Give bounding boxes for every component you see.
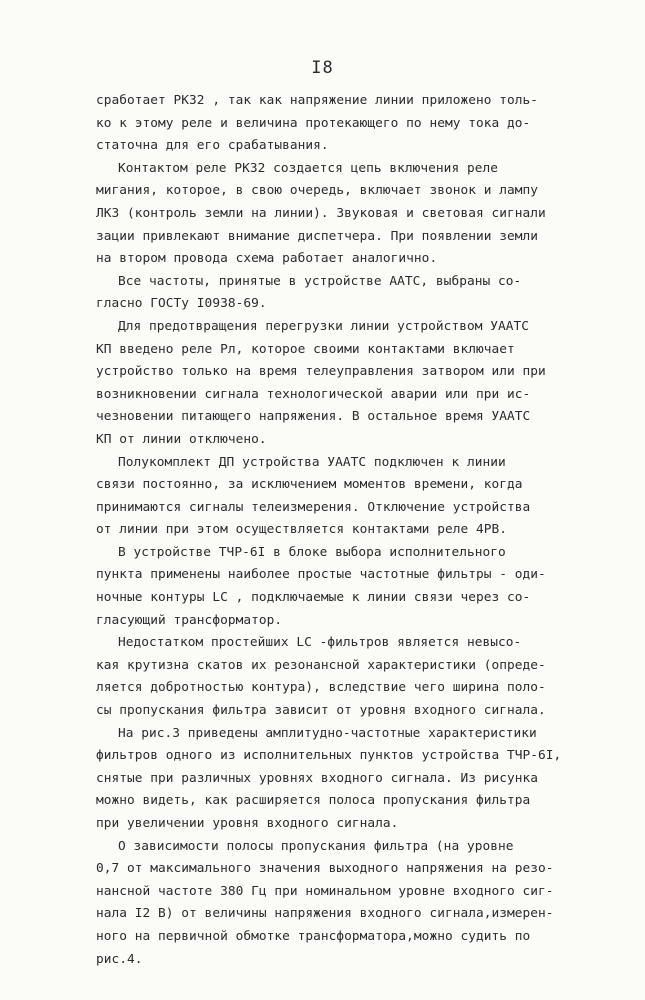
text-line: пункта применены наиболее простые частотные фильтры - оди- bbox=[96, 567, 546, 583]
text-line: статочна для его срабатывания. bbox=[96, 138, 329, 154]
text-line: КП введено реле Рл, которое своими контактами включает bbox=[96, 341, 515, 357]
text-line: возникновении сигнала технологической аварии или при ис- bbox=[96, 386, 531, 402]
page-number: I8 bbox=[311, 58, 334, 78]
text-line: кая крутизна скатов их резонансной характеристики (опреде- bbox=[96, 657, 546, 673]
body-text bbox=[96, 90, 606, 971]
text-line: зации привлекают внимание диспетчера. При появлении земли bbox=[96, 228, 538, 244]
text-line: фильтров одного из исполнительных пунктов устройства ТЧР-6I, bbox=[96, 748, 562, 764]
text-line: ЛКЗ (контроль земли на линии). Звуковая и световая сигнали bbox=[96, 205, 546, 221]
text-line: рис.4. bbox=[96, 951, 143, 967]
text-line: На рис.3 приведены амплитудно-частотные характеристики bbox=[118, 725, 537, 741]
text-line: Все частоты, принятые в устройстве ААТС, выбраны со- bbox=[118, 273, 522, 289]
text-line: сработает РК32 , так как напряжение линии приложено толь- bbox=[96, 93, 538, 108]
text-line: Недостатком простейших LC -фильтров является невысо- bbox=[118, 635, 522, 651]
text-line: ночные контуры LC , подключаемые к линии связи через со- bbox=[96, 590, 531, 606]
text-line: О зависимости полосы пропускания фильтра (на уровне bbox=[118, 838, 514, 854]
text-line: Для предотвращения перегрузки линии устройством УААТС bbox=[118, 318, 529, 334]
text-line: нансной частоте 380 Гц при номинальном уровне входного сиг- bbox=[96, 883, 554, 899]
text-line: связи постоянно, за исключением моментов времени, когда bbox=[96, 477, 523, 493]
text-line: гласующий трансформатор. bbox=[96, 612, 283, 628]
text-line: Контактом реле РК32 создается цепь включения реле bbox=[118, 160, 498, 176]
text-line: ко к этому реле и величина протекающего по нему тока до- bbox=[96, 115, 531, 131]
text-line: устройство только на время телеуправления затвором или при bbox=[96, 364, 546, 380]
text-line: можно видеть, как расширяется полоса пропускания фильтра bbox=[96, 793, 531, 809]
text-line: при увеличении уровня входного сигнала. bbox=[96, 816, 399, 831]
text-line: ного на первичной обмотке трансформатора,можно судить по bbox=[96, 928, 531, 944]
text-line: В устройстве ТЧР-6I в блоке выбора исполнительного bbox=[118, 544, 506, 560]
text-line: нала I2 В) от величины напряжения входного сигнала,измерен- bbox=[96, 906, 554, 922]
text-line: 0,7 от максимального значения выходного напряжения на резо- bbox=[96, 861, 554, 877]
text-line: Полукомплект ДП устройства УААТС подключен к линии bbox=[118, 454, 506, 470]
text-line: принимаются сигналы телеизмерения. Отключение устройства bbox=[96, 499, 531, 515]
text-line: гласно ГОСТу I0938-69. bbox=[96, 296, 267, 312]
text-line: снятые при различных уровнях входного сигнала. Из рисунка bbox=[96, 770, 538, 786]
text-line: чезновении питающего напряжения. В остальное время УААТС bbox=[96, 409, 531, 425]
text-line: КП от линии отключено. bbox=[96, 431, 267, 447]
text-line: ляется добротностью контура), вследствие чего ширина поло- bbox=[96, 680, 546, 696]
text-line: сы пропускания фильтра зависит от уровня входного сигнала. bbox=[96, 703, 546, 719]
text-line: от линии при этом осуществляется контактами реле 4РВ. bbox=[96, 522, 507, 538]
text-line: мигания, которое, в свою очередь, включает звонок и лампу bbox=[96, 183, 538, 199]
text-line: на втором провода схема работает аналогично. bbox=[96, 251, 438, 267]
